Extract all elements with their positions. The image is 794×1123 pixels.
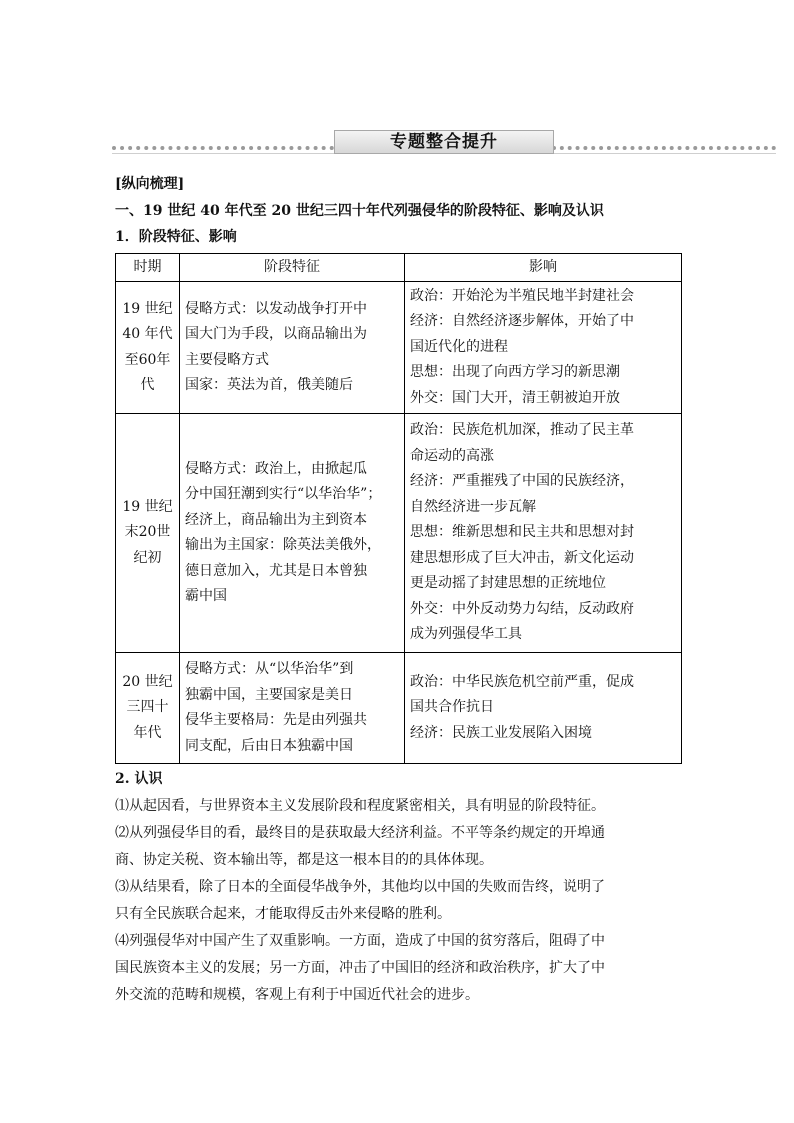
impact-cell: [405, 414, 682, 653]
header-feature: 阶段特征: [180, 254, 405, 282]
impact-text: 建思想形成了巨大冲击，新文化运动: [410, 549, 634, 566]
banner-title-box: [334, 130, 554, 154]
impact-text: 外交：中外反动势力勾结，反动政府: [410, 600, 634, 617]
feature-text: 主要侵略方式: [185, 351, 269, 368]
impact-text: 更是动摇了封建思想的正统地位: [410, 575, 606, 592]
impact-text: 命运动的高涨: [410, 447, 494, 464]
impact-text: 成为列强侵华工具: [410, 626, 522, 643]
feature-text: 国大门为手段，以商品输出为: [185, 326, 367, 342]
period-text: 19 世纪: [122, 300, 173, 317]
feature-cell: [180, 414, 405, 653]
understanding-line: ⑴从起因看，与世界资本主义发展阶段和程度紧密相关，具有明显的阶段特征。: [115, 798, 605, 814]
impact-text: 政治：开始沦为半殖民地半封建社会: [410, 287, 634, 304]
feature-text: 侵华主要格局：先是由列强共: [185, 712, 367, 728]
understanding-line: ⑵从列强侵华目的看，最终目的是获取最大经济利益。不平等条约规定的开埠通: [115, 825, 605, 841]
table-row: [116, 282, 682, 414]
impact-text: 国近代化的进程: [410, 338, 508, 355]
understanding-line: ⑷列强侵华对中国产生了双重影响。一方面，造成了中国的贫穷落后，阻碍了中: [115, 933, 605, 949]
feature-text: 输出为主国家：除英法美俄外，: [185, 537, 381, 553]
impact-text: 思想：维新思想和民主共和思想对封: [410, 524, 634, 541]
banner-title: 专题整合提升: [390, 132, 498, 152]
heading-understanding: 2. 认识: [115, 771, 163, 787]
feature-cell: [180, 282, 405, 414]
period-text: 末20世: [124, 524, 171, 541]
feature-text: 同支配，后由日本独霸中国: [185, 737, 353, 754]
heading-main: 一、19 世纪 40 年代至 20 世纪三四十年代列强侵华的阶段特征、影响及认识: [115, 203, 604, 219]
heading-stage-features: 1．阶段特征、影响: [115, 229, 237, 245]
impact-text: 经济：自然经济逐步解体，开始了中: [410, 313, 634, 330]
feature-text: 分中国狂潮到实行“以华治华”；: [185, 486, 382, 502]
understanding-line: 商、协定关税、资本输出等，都是这一根本目的的具体体现。: [115, 852, 493, 868]
feature-text: 德日意加入，尤其是日本曾独: [185, 562, 367, 579]
period-text: 纪初: [133, 549, 162, 566]
period-cell: [116, 282, 180, 414]
impact-text: 政治：中华民族危机空前严重，促成: [410, 673, 634, 690]
period-text: 20 世纪: [122, 673, 173, 690]
header-impact: 影响: [405, 254, 682, 282]
impact-text: 思想：出现了向西方学习的新思潮: [410, 364, 620, 381]
period-text: 年代: [133, 724, 162, 741]
period-text: 19 世纪: [122, 498, 173, 515]
impact-text: 经济：严重摧残了中国的民族经济，: [410, 473, 634, 490]
banner-dots-right: [552, 146, 776, 150]
feature-text: 侵略方式：政治上，由掀起瓜: [185, 460, 367, 477]
impact-text: 国共合作抗日: [410, 699, 494, 716]
impact-text: 经济：民族工业发展陷入困境: [410, 724, 592, 741]
section-banner: [112, 130, 776, 156]
table-row: [116, 653, 682, 764]
period-text: 至60年: [124, 351, 171, 368]
impact-text: 外交：国门大开，清王朝被迫开放: [410, 389, 620, 406]
table-row: [116, 414, 682, 653]
section-tag: [纵向梳理]: [115, 176, 185, 192]
period-text: 40 年代: [122, 326, 173, 342]
understanding-line: 国民族资本主义的发展；另一方面，冲击了中国旧的经济和政治秩序，扩大了中: [115, 960, 605, 976]
table-header-row: [116, 254, 682, 282]
impact-text: 自然经济进一步瓦解: [410, 498, 536, 515]
period-text: 代: [140, 377, 155, 393]
period-text: 三四十: [126, 699, 169, 716]
feature-text: 侵略方式：以发动战争打开中: [185, 300, 367, 317]
feature-text: 侵略方式：从“以华治华”到: [185, 661, 354, 677]
feature-text: 独霸中国，主要国家是美日: [185, 686, 353, 703]
understanding-line: 外交流的范畴和规模，客观上有利于中国近代社会的进步。: [115, 987, 479, 1003]
feature-cell: [180, 653, 405, 764]
impact-text: 政治：民族危机加深，推动了民主革: [410, 422, 634, 439]
stage-table: [115, 253, 682, 764]
feature-text: 霸中国: [185, 588, 227, 604]
impact-cell: [405, 282, 682, 414]
banner-dots-left: [112, 146, 334, 150]
period-cell: [116, 414, 180, 653]
feature-text: 经济上，商品输出为主到资本: [185, 511, 367, 528]
header-period: 时期: [116, 254, 180, 282]
understanding-line: 只有全民族联合起来，才能取得反击外来侵略的胜利。: [115, 906, 451, 922]
impact-cell: [405, 653, 682, 764]
feature-text: 国家：英法为首，俄美随后: [185, 377, 353, 393]
period-cell: [116, 653, 180, 764]
understanding-line: ⑶从结果看，除了日本的全面侵华战争外，其他均以中国的失败而告终，说明了: [115, 879, 605, 895]
